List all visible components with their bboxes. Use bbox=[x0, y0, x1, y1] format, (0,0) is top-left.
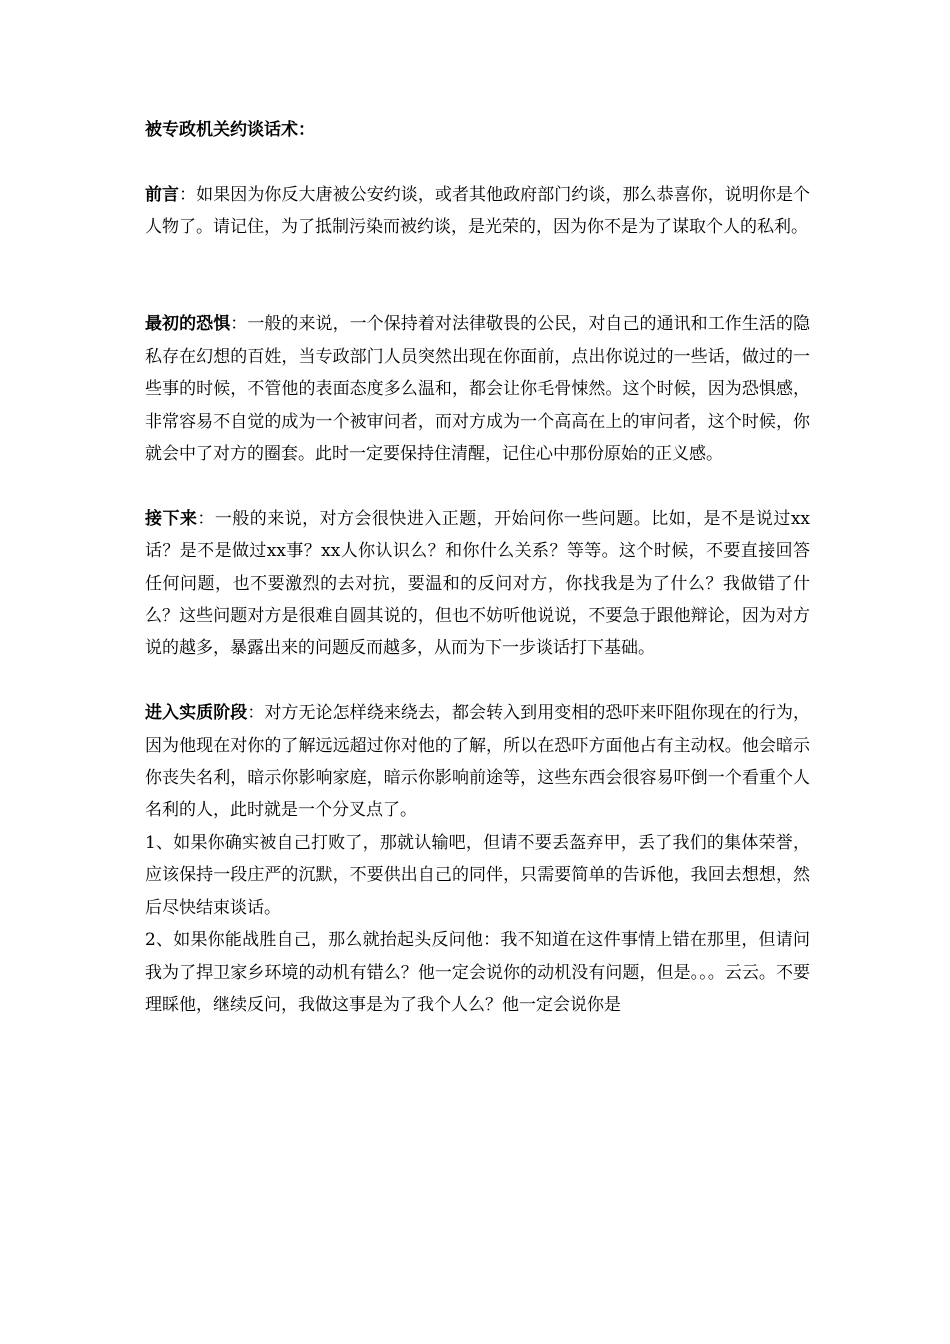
paragraph-initial-fear bbox=[145, 308, 810, 470]
spacer bbox=[145, 470, 810, 502]
initial-fear-text: ：一般的来说，一个保持着对法律敬畏的公民，对自己的通讯和工作生活的隐私存在幻想的百姓，当专政部门人员突然出现在你面前，点出你说过的一些话，做过的一些事的时候，不管他的表面态度多么温和，都会让你毛骨悚然。这个时候，因为恐惧感，非常容易不自觉的成为一个被审问者，而对方成为一个高高在上的审问者，这个时候，你就会中了对方的圈套。此时一定要保持住清醒，记住心中那份原始的正义感。 bbox=[145, 314, 811, 465]
paragraph-preface bbox=[145, 179, 810, 244]
list-item-point-1: 1、如果你确实被自己打败了，那就认输吧，但请不要丢盔弃甲，丢了我们的集体荣誉，应该保持一段庄严的沉默，不要供出自己的同伴，只需要简单的告诉他，我回去想想，然后尽快结束谈话。 bbox=[145, 832, 810, 918]
initial-fear-label: 最初的恐惧 bbox=[145, 314, 231, 335]
substantive-stage-label: 进入实质阶段 bbox=[145, 703, 248, 724]
paragraph-next bbox=[145, 503, 810, 665]
preface-label: 前言 bbox=[145, 184, 180, 205]
spacer bbox=[145, 665, 810, 697]
document-title: 被专政机关约谈话术： bbox=[145, 120, 315, 140]
substantive-stage-text: ：对方无论怎样绕来绕去，都会转入到用变相的恐吓来吓阻你现在的行为，因为他现在对你的了解远远超过你对他的了解，所以在恐吓方面他占有主动权。他会暗示你丧失名利，暗示你影响家庭，暗示你影响前途等，这些东西会很容易吓倒一个看重个人名利的人，此时就是一个分叉点了。 bbox=[145, 703, 811, 821]
preface-text: ：如果因为你反大唐被公安约谈，或者其他政府部门约谈，那么恭喜你，说明你是个人物了。请记住，为了抵制污染而被约谈，是光荣的，因为你不是为了谋取个人的私利。 bbox=[145, 184, 811, 238]
next-label: 接下来 bbox=[145, 508, 198, 529]
next-text: ：一般的来说，对方会很快进入正题，开始问你一些问题。比如，是不是说过xx话？是不是做过xx事？xx人你认识么？和你什么关系？等等。这个时候，不要直接回答任何问题，也不要激烈的去对抗，要温和的反问对方，你找我是为了什么？我做错了什么？这些问题对方是很难自圆其说的，但也不妨听他说说，不要急于跟他辩论，因为对方说的越多，暴露出来的问题反而越多，从而为下一步谈话打下基础。 bbox=[145, 508, 810, 659]
document-body bbox=[145, 114, 810, 1021]
list-item-point-2: 2、如果你能战胜自己，那么就抬起头反问他：我不知道在这件事情上错在那里，但请问我为了捍卫家乡环境的动机有错么？他一定会说你的动机没有问题，但是。。。云云。不要理睬他，继续反问，我做这事是为了我个人么？他一定会说你是 bbox=[145, 930, 810, 1015]
spacer bbox=[145, 244, 810, 309]
paragraph-substantive-stage bbox=[145, 697, 810, 827]
spacer bbox=[145, 146, 810, 178]
